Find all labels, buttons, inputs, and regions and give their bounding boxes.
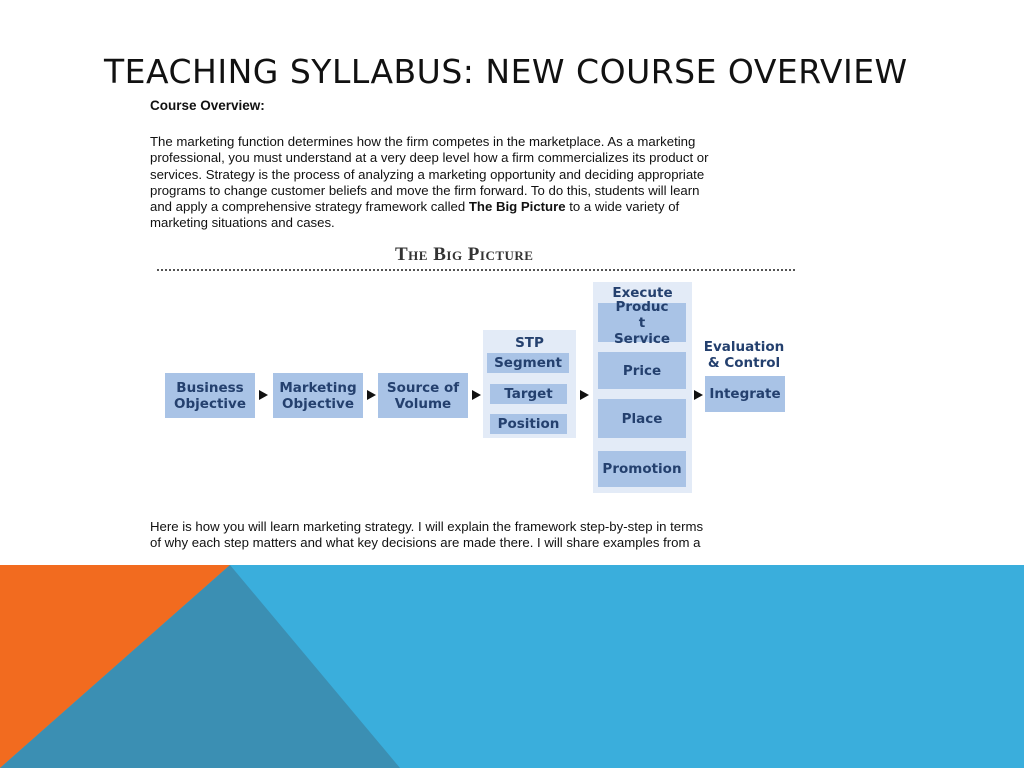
integrate-box: Integrate bbox=[705, 376, 785, 412]
stp-segment-box: Segment bbox=[487, 353, 569, 373]
arrow-right-icon bbox=[580, 390, 589, 400]
stp-position-box: Position bbox=[490, 414, 567, 434]
arrow-right-icon bbox=[259, 390, 268, 400]
arrow-right-icon bbox=[367, 390, 376, 400]
overview-paragraph bbox=[150, 134, 709, 232]
paragraph-line: The marketing function determines how the firm competes in the marketplace. As a marketing bbox=[150, 134, 696, 149]
execute-label: Execute bbox=[612, 285, 673, 301]
execute-price-box: Price bbox=[598, 352, 686, 389]
stp-label: STP bbox=[515, 335, 544, 351]
execute-product-service-box: Produc t Service bbox=[598, 303, 686, 342]
big-picture-emphasis: The Big Picture bbox=[468, 199, 566, 215]
paragraph-line: of why each step matters and what key decisions are made there. I will share examples from a bbox=[150, 535, 701, 551]
paragraph-line bbox=[150, 199, 709, 215]
overview-paragraph-continued bbox=[150, 519, 703, 552]
evaluation-control-label: Evaluation & Control bbox=[703, 339, 785, 371]
execute-place-box: Place bbox=[598, 399, 686, 438]
decorative-footer bbox=[0, 565, 1024, 768]
dotted-divider bbox=[157, 269, 795, 271]
slide-title: TEACHING SYLLABUS: NEW COURSE OVERVIEW bbox=[104, 52, 908, 91]
source-of-volume-box: Source of Volume bbox=[378, 373, 468, 418]
arrow-right-icon bbox=[472, 390, 481, 400]
paragraph-line: marketing situations and cases. bbox=[150, 215, 335, 231]
arrow-right-icon bbox=[694, 390, 703, 400]
paragraph-line: programs to change customer beliefs and move the firm forward. To do this, students will learn bbox=[150, 182, 700, 198]
execute-promotion-box: Promotion bbox=[598, 451, 686, 487]
stp-target-box: Target bbox=[490, 384, 567, 404]
paragraph-text: to a wide variety of bbox=[565, 199, 680, 215]
paragraph-text: and apply a comprehensive strategy framework called bbox=[150, 199, 469, 215]
overview-heading: Course Overview: bbox=[150, 98, 265, 113]
paragraph-line: services. Strategy is the process of analyzing a marketing opportunity and deciding appropriate bbox=[150, 166, 705, 182]
big-picture-title: The Big Picture bbox=[395, 244, 534, 265]
paragraph-line: professional, you must understand at a very deep level how a firm commercializes its product or bbox=[150, 150, 709, 166]
business-objective-box: Business Objective bbox=[165, 373, 255, 418]
marketing-objective-box: Marketing Objective bbox=[273, 373, 363, 418]
paragraph-line: Here is how you will learn marketing strategy. I will explain the framework step-by-step in terms bbox=[150, 519, 704, 534]
